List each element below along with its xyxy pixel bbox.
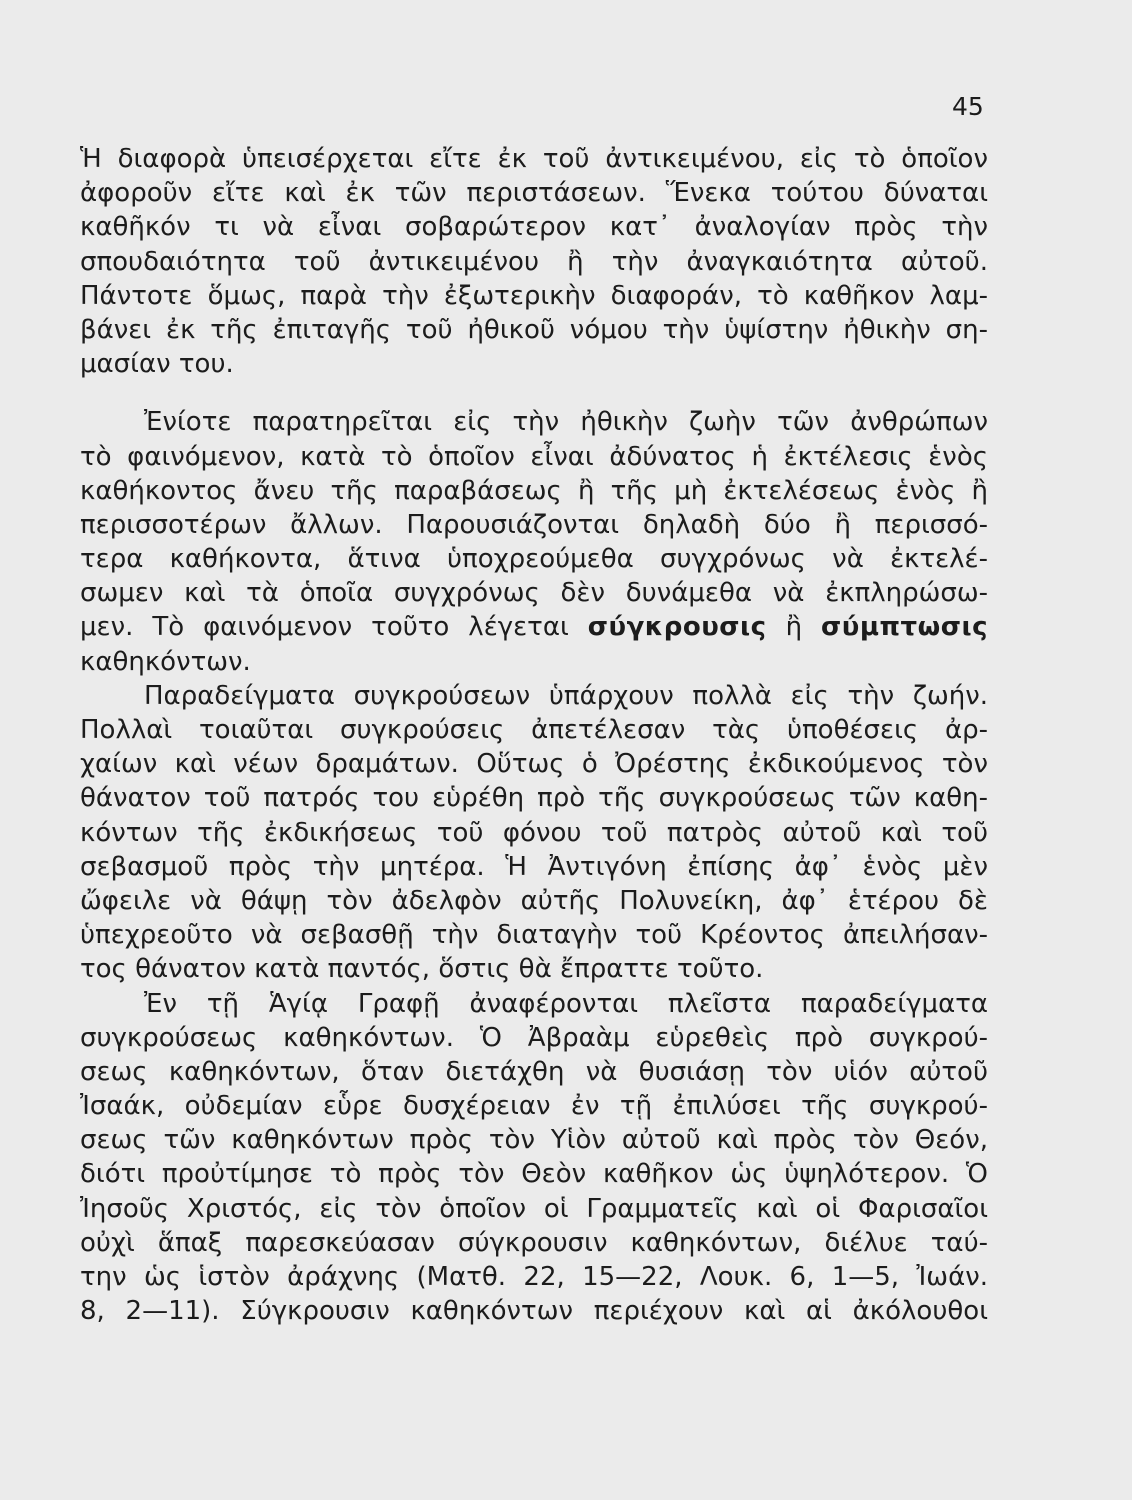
text-line: βάνει ἐκ τῆς ἐπιταγῆς τοῦ ἠθικοῦ νόμου τὴν ὑψίστην ἠθικὴν ση- [80,314,988,345]
text-line: Ἰσαάκ, οὐδεμίαν εὗρε δυσχέρειαν ἐν τῇ ἐπιλύσει τῆς συγκρού- [80,1091,988,1122]
text-line: Πολλαὶ τοιαῦται συγκρούσεις ἀπετέλεσαν τὰς ὑποθέσεις ἀρ- [80,715,988,745]
text-line: σπουδαιότητα τοῦ ἀντικειμένου ἢ τὴν ἀναγκαιότητα αὐτοῦ. [80,246,988,277]
text-line: καθῆκόν τι νὰ εἶναι σοβαρώτερον κατ᾽ ἀναλογίαν πρὸς τὴν [80,212,988,243]
text-line: χαίων καὶ νέων δραμάτων. Οὕτως ὁ Ὀρέστης ἐκδικούμενος τὸν [80,749,988,780]
text-line: περισσοτέρων ἄλλων. Παρουσιάζονται δηλαδὴ δύο ἢ περισσό- [80,509,988,540]
text-line: σεως τῶν καθηκόντων πρὸς τὸν Υἱὸν αὐτοῦ καὶ πρὸς τὸν Θεόν, [80,1125,988,1156]
text-line: Παραδείγματα συγκρούσεων ὑπάρχουν πολλὰ εἰς τὴν ζωήν. [144,680,988,711]
text-line: σωμεν καὶ τὰ ὁποῖα συγχρόνως δὲν δυνάμεθα νὰ ἐκπληρώσω- [80,578,988,609]
paragraph-1 [80,142,988,381]
paragraph-gap [80,381,988,405]
text-line: μασίαν του. [80,349,234,380]
text-line: οὐχὶ ἅπαξ παρεσκεύασαν σύγκρουσιν καθηκόντων, διέλυε ταύ- [80,1227,988,1258]
text-line: Ἐνίοτε παρατηρεῖται εἰς τὴν ἠθικὴν ζωὴν τῶν ἀνθρώπων [144,407,988,438]
text-line: κόντων τῆς ἐκδικήσεως τοῦ φόνου τοῦ πατρὸς αὐτοῦ καὶ τοῦ [80,817,988,848]
emphasis-line-middle: ἢ [785,612,803,643]
paragraph-3 [80,679,988,987]
text-line: τερα καθήκοντα, ἅτινα ὑποχρεούμεθα συγχρόνως νὰ ἐκτελέ- [80,544,988,575]
emphasis-line-before: μεν. Τὸ φαινόμενον τοῦτο λέγεται [80,612,569,643]
text-line: Ἡ διαφορὰ ὑπεισέρχεται εἴτε ἐκ τοῦ ἀντικειμένου, εἰς τὸ ὁποῖον [80,144,988,174]
text-line: τος θάνατον κατὰ παντός, ὅστις θὰ ἔπραττε τοῦτο. [80,954,764,985]
paragraph-4 [80,987,988,1329]
page-number: 45 [952,92,984,121]
term-symptosis: σύμπτωσις [821,612,989,643]
text-line: Ἰησοῦς Χριστός, εἰς τὸν ὁποῖον οἱ Γραμματεῖς καὶ οἱ Φαρισαῖοι [80,1193,988,1224]
emphasis-line [80,610,988,644]
text-line: σεως καθηκόντων, ὅταν διετάχθη νὰ θυσιάσῃ τὸν υἱόν αὐτοῦ [80,1056,988,1087]
term-sygkrousis: σύγκρουσις [587,612,767,643]
body-text [80,142,988,1328]
text-line: ὑπεχρεοῦτο νὰ σεβασθῇ τὴν διαταγὴν τοῦ Κρέοντος ἀπειλήσαν- [80,920,988,951]
paragraph-2 [80,405,988,679]
text-line: ἀφοροῦν εἴτε καὶ ἐκ τῶν περιστάσεων. Ἕνεκα τούτου δύναται [80,178,988,209]
text-line: τὸ φαινόμενον, κατὰ τὸ ὁποῖον εἶναι ἀδύνατος ἡ ἐκτέλεσις ἑνὸς [80,441,988,472]
text-line: σεβασμοῦ πρὸς τὴν μητέρα. Ἡ Ἀντιγόνη ἐπίσης ἀφ᾽ ἑνὸς μὲν [80,851,988,882]
text-line: Πάντοτε ὅμως, παρὰ τὴν ἐξωτερικὴν διαφοράν, τὸ καθῆκον λαμ- [80,280,988,311]
text-line: καθήκοντος ἄνευ τῆς παραβάσεως ἢ τῆς μὴ ἐκτελέσεως ἑνὸς ἢ [80,475,988,506]
text-line: συγκρούσεως καθηκόντων. Ὁ Ἀβραὰμ εὑρεθεὶς πρὸ συγκρού- [80,1022,988,1053]
text-line: θάνατον τοῦ πατρός του εὑρέθη πρὸ τῆς συγκρούσεως τῶν καθη- [80,783,988,814]
text-line: την ὡς ἱστὸν ἀράχνης (Ματθ. 22, 15—22, Λουκ. 6, 1—5, Ἰωάν. [80,1262,988,1292]
text-line: διότι προὐτίμησε τὸ πρὸς τὸν Θεὸν καθῆκον ὡς ὑψηλότερον. Ὁ [80,1159,988,1190]
text-line: καθηκόντων. [80,646,251,677]
text-line: ὤφειλε νὰ θάψῃ τὸν ἀδελφὸν αὐτῆς Πολυνείκη, ἀφ᾽ ἑτέρου δὲ [80,885,988,916]
text-line: Ἐν τῇ Ἁγίᾳ Γραφῇ ἀναφέρονται πλεῖστα παραδείγματα [144,988,988,1019]
text-line: 8, 2—11). Σύγκρουσιν καθηκόντων περιέχουν καὶ αἱ ἀκόλουθοι [80,1296,988,1327]
